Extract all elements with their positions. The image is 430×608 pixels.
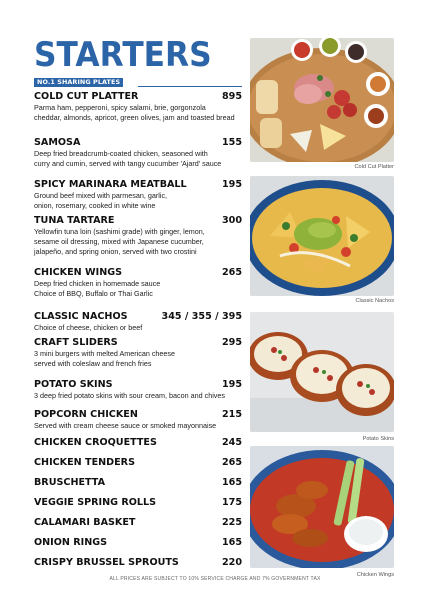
menu-item-description: Deep fried breadcrumb-coated chicken, seasoned with	[34, 149, 208, 158]
menu-item-name: ONION RINGS	[34, 537, 108, 548]
footer-note: ALL PRICES ARE SUBJECT TO 10% SERVICE CHARGE AND 7% GOVERNMENT TAX	[109, 576, 321, 582]
menu-item-description: 3 mini burgers with melted American cheese	[34, 349, 176, 358]
menu-item-price: 165	[221, 537, 242, 548]
menu-item	[34, 556, 242, 569]
menu-item	[34, 476, 242, 489]
photo-caption: Classic Nachos	[355, 298, 394, 304]
photo-caption: Chicken Wings	[356, 572, 394, 578]
section-subtitle: NO.1 SHARING PLATES	[34, 78, 123, 87]
menu-item-description: 3 deep fried potato skins with sour cream, bacon and chives	[34, 391, 225, 400]
potato-skins-photo	[250, 312, 394, 432]
menu-item-name: CRAFT SLIDERS	[34, 337, 118, 348]
section-header	[34, 78, 242, 88]
menu-item-description: cheddar, almonds, apricot, green olives, jam and toasted bread	[34, 113, 235, 122]
menu-item-price: 895	[221, 91, 242, 102]
menu-item	[34, 516, 242, 529]
menu-item-description: Choice of cheese, chicken or beef	[34, 323, 143, 332]
menu-item-description: Parma ham, pepperoni, spicy salami, brie, gorgonzola	[34, 103, 206, 112]
menu-item-description: Deep fried chicken in homemade sauce	[34, 279, 161, 288]
menu-item	[34, 436, 242, 449]
menu-item-description: Yellowfin tuna loin (sashimi grade) with ginger, lemon,	[34, 227, 205, 236]
nachos-photo	[250, 176, 394, 296]
menu-item-name: POPCORN CHICKEN	[34, 409, 138, 420]
menu-item-price: 345 / 355 / 395	[161, 311, 242, 322]
menu-item-price: 175	[221, 497, 242, 508]
menu-item	[34, 90, 242, 123]
menu-item	[34, 214, 242, 257]
menu-item-name: SAMOSA	[34, 137, 81, 148]
menu-item-price: 265	[221, 457, 242, 468]
cold-cut-platter-photo	[250, 38, 394, 162]
menu-item	[34, 456, 242, 469]
menu-item	[34, 408, 242, 431]
menu-item-description: Ground beef mixed with parmesan, garlic,	[34, 191, 168, 200]
menu-item-description: served with coleslaw and french fries	[34, 359, 152, 368]
menu-item-name: CHICKEN TENDERS	[34, 457, 135, 468]
photo-caption: Potato Skins	[362, 436, 394, 442]
menu-item-name: CLASSIC NACHOS	[34, 311, 128, 322]
page-title: STARTERS	[34, 35, 212, 75]
menu-item-price: 295	[221, 337, 242, 348]
divider	[138, 86, 242, 87]
menu-item-price: 215	[221, 409, 242, 420]
menu-item	[34, 496, 242, 509]
menu-item-name: VEGGIE SPRING ROLLS	[34, 497, 157, 508]
menu-item-description: onion, rosemary, cooked in white wine	[34, 201, 156, 210]
menu-item-name: CRISPY BRUSSEL SPROUTS	[34, 557, 179, 568]
menu-item-price: 225	[221, 517, 242, 528]
menu-item-price: 245	[221, 437, 242, 448]
menu-item-price: 165	[221, 477, 242, 488]
menu-item-description: Choice of BBQ, Buffalo or Thai Garlic	[34, 289, 153, 298]
menu-item-name: TUNA TARTARE	[34, 215, 115, 226]
menu-item-description: jalapeño, and spring onion, served with two crostini	[34, 247, 197, 256]
menu-item-price: 300	[221, 215, 242, 226]
menu-item	[34, 336, 242, 369]
menu-item-price: 265	[221, 267, 242, 278]
menu-item-name: BRUSCHETTA	[34, 477, 106, 488]
menu-item-name: CHICKEN CROQUETTES	[34, 437, 157, 448]
photo-caption: Cold Cut Platter	[354, 164, 394, 170]
menu-item-price: 195	[221, 379, 242, 390]
menu-item-price: 155	[221, 137, 242, 148]
menu-item-description: curry and cumin, served with tangy cucumber 'Ajard' sauce	[34, 159, 222, 168]
menu-item	[34, 266, 242, 299]
menu-item	[34, 378, 242, 401]
menu-item-price: 195	[221, 179, 242, 190]
menu-item	[34, 536, 242, 549]
menu-item-name: SPICY MARINARA MEATBALL	[34, 179, 187, 190]
menu-item-description: Served with cream cheese sauce or smoked mayonnaise	[34, 421, 217, 430]
menu-item-price: 220	[221, 557, 242, 568]
menu-item-name: POTATO SKINS	[34, 379, 113, 390]
menu-item-description: sesame oil dressing, mixed with Japanese cucumber,	[34, 237, 204, 246]
menu-item	[34, 136, 242, 169]
menu-item-name: CALAMARI BASKET	[34, 517, 136, 528]
menu-item-name: CHICKEN WINGS	[34, 267, 123, 278]
menu-item-name: COLD CUT PLATTER	[34, 91, 139, 102]
chicken-wings-photo	[250, 446, 394, 568]
menu-item	[34, 178, 242, 211]
menu-item	[34, 310, 242, 333]
